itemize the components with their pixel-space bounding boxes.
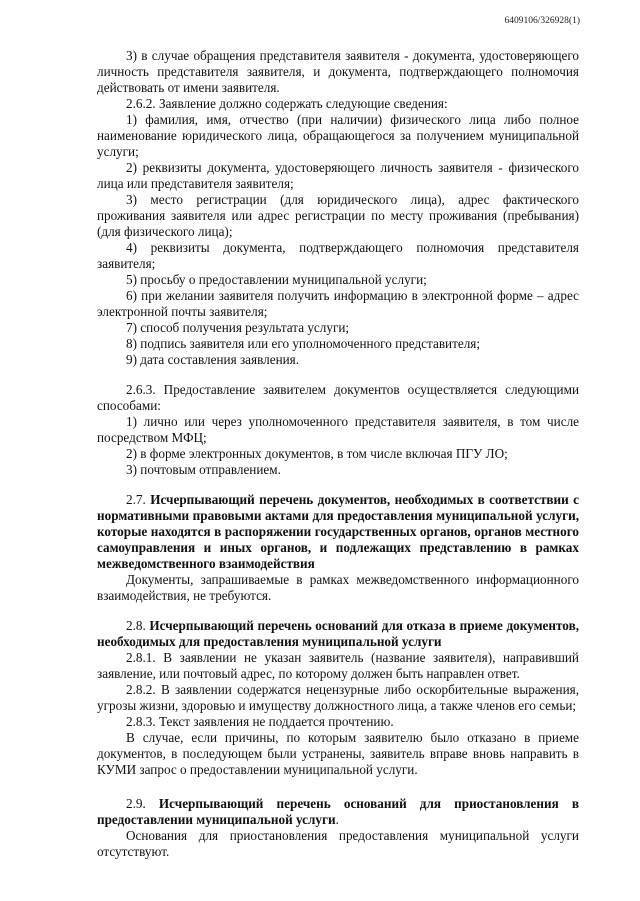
section-heading-tail: .	[335, 812, 339, 827]
section-heading-text: Исчерпывающий перечень документов, необходимых в соответствии с нормативными правовыми актами для предоставления муниципальной услуги, которые находятся в распоряжении государственных органов, органов местного самоуправления и иных органов, и подлежащих представлению в рамках межведомственного взаимодействия	[97, 492, 579, 571]
paragraph: 4) реквизиты документа, подтверждающего полномочия представителя заявителя;	[97, 240, 579, 271]
section-heading	[97, 618, 579, 650]
section-number: 2.7.	[126, 492, 151, 507]
paragraph: 2.8.1. В заявлении не указан заявитель (название заявителя), направивший заявление, или почтовый адрес, по которому должен быть направлен ответ.	[97, 650, 579, 681]
paragraph: 2) реквизиты документа, удостоверяющего личность заявителя - физического лица или представителя заявителя;	[97, 160, 579, 191]
document-stamp: 6409106/326928(1)	[504, 16, 580, 26]
section-heading-text: Исчерпывающий перечень оснований для приостановления в предоставлении муниципальной услуги	[97, 796, 579, 827]
section-spacer	[97, 478, 579, 492]
paragraph: Основания для приостановления предоставления муниципальной услуги отсутствуют.	[97, 828, 579, 859]
section-spacer	[97, 778, 579, 796]
section-number: 2.8.	[126, 618, 150, 633]
paragraph: В случае, если причины, по которым заявителю было отказано в приеме документов, в последующем были устранены, заявитель вправе вновь направить в КУМИ запрос о предоставлении муниципальной услуги.	[97, 730, 579, 777]
section-number: 2.9.	[126, 796, 159, 811]
paragraph: 2.8.3. Текст заявления не поддается прочтению.	[126, 714, 394, 729]
paragraph: 7) способ получения результата услуги;	[126, 320, 350, 335]
paragraph: 5) просьбу о предоставлении муниципальной услуги;	[126, 272, 427, 287]
section-spacer	[97, 368, 579, 382]
paragraph: 3) в случае обращения представителя заявителя - документа, удостоверяющего личность представителя заявителя, и документа, подтверждающего полномочия действовать от имени заявителя.	[97, 48, 579, 95]
paragraph: 3) место регистрации (для юридического лица), адрес фактического проживания заявителя или адрес регистрации по месту проживания (пребывания) (для физического лица);	[97, 192, 579, 239]
paragraph: 2) в форме электронных документов, в том числе включая ПГУ ЛО;	[126, 446, 508, 461]
paragraph: 2.6.3. Предоставление заявителем документов осуществляется следующими способами:	[97, 382, 579, 413]
section-heading	[97, 796, 579, 828]
paragraph: 9) дата составления заявления.	[126, 352, 300, 367]
paragraph: 8) подпись заявителя или его уполномоченного представителя;	[126, 336, 481, 351]
paragraph: 1) фамилия, имя, отчество (при наличии) физического лица либо полное наименование юридического лица, обращающегося за получением муниципальной услуги;	[97, 112, 579, 159]
section-spacer	[97, 604, 579, 618]
paragraph: 2.8.2. В заявлении содержатся нецензурные либо оскорбительные выражения, угрозы жизни, здоровью и имуществу должностного лица, а также членов его семьи;	[97, 682, 579, 713]
paragraph: 6) при желании заявителя получить информацию в электронной форме – адрес электронной почты заявителя;	[97, 288, 579, 319]
document-page	[97, 48, 579, 860]
paragraph: 3) почтовым отправлением.	[126, 462, 281, 477]
section-heading-text: Исчерпывающий перечень оснований для отказа в приеме документов, необходимых для предоставления муниципальной услуги	[97, 618, 579, 649]
paragraph: Документы, запрашиваемые в рамках межведомственного информационного взаимодействия, не требуются.	[97, 572, 579, 603]
paragraph: 2.6.2. Заявление должно содержать следующие сведения:	[126, 96, 448, 111]
section-heading	[97, 492, 579, 572]
paragraph: 1) лично или через уполномоченного представителя заявителя, в том числе посредством МФЦ;	[97, 414, 579, 445]
